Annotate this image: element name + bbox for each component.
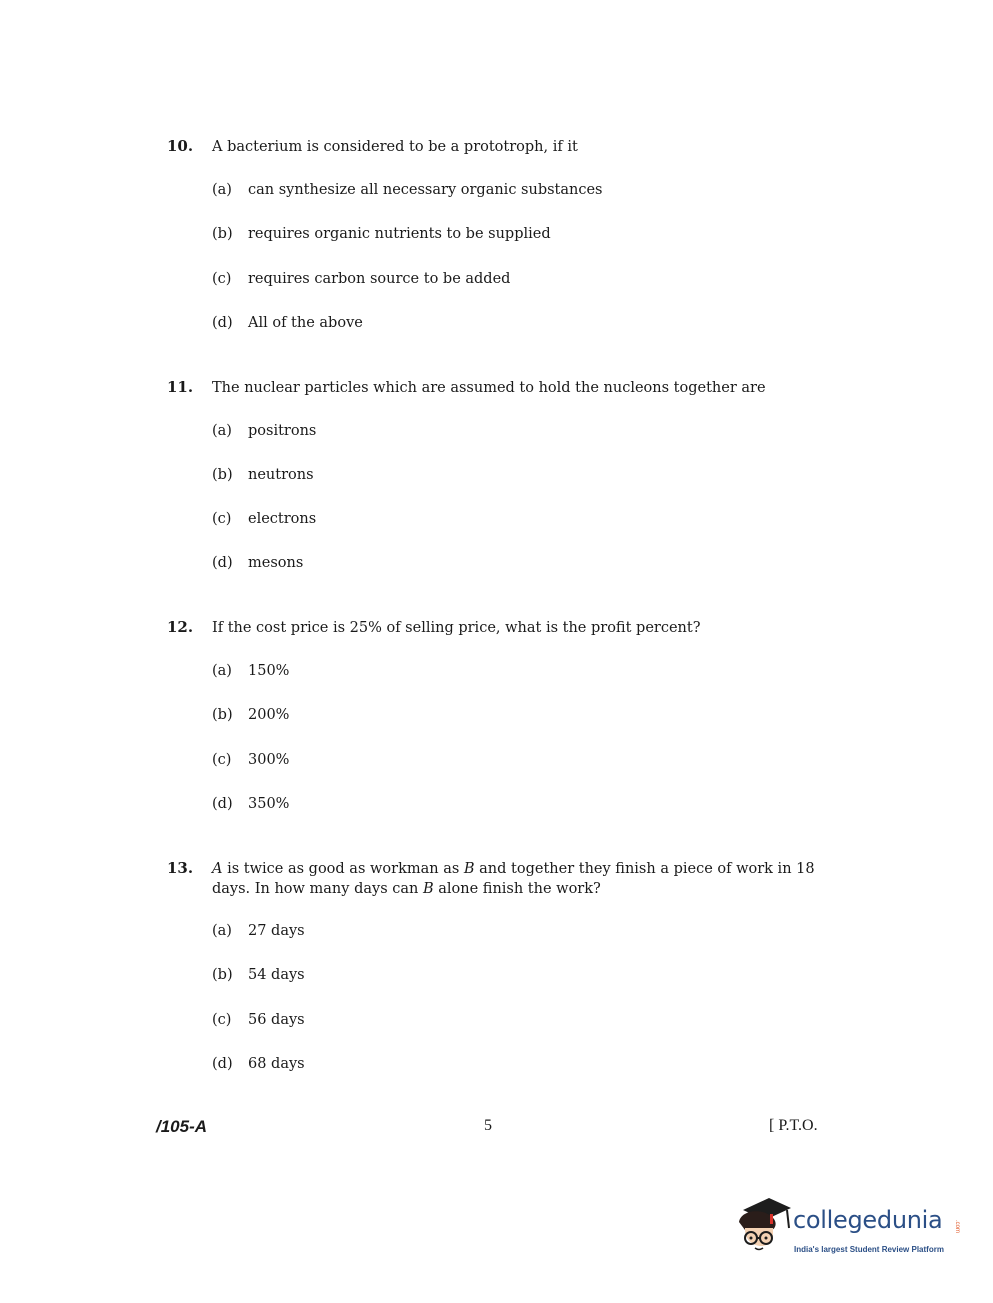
option-label: (c)	[212, 271, 232, 287]
option-text: positrons	[248, 423, 317, 439]
option-text: 54 days	[248, 967, 305, 983]
option-a	[212, 182, 603, 198]
option-label: (c)	[212, 1012, 232, 1028]
option-label: (b)	[212, 707, 233, 723]
option-d	[212, 796, 289, 812]
option-c	[212, 1012, 305, 1028]
option-a	[212, 663, 289, 679]
collegedunia-logo	[735, 1196, 965, 1266]
page-number: 5	[484, 1117, 492, 1134]
option-c	[212, 271, 510, 287]
option-b	[212, 226, 551, 242]
option-label: (b)	[212, 967, 233, 983]
option-text: requires carbon source to be added	[248, 271, 511, 287]
option-d	[212, 315, 363, 331]
question-text: The nuclear particles which are assumed to hold the nucleons together are	[212, 380, 766, 396]
option-label: (a)	[212, 923, 232, 939]
paper-code: /105-A	[156, 1117, 208, 1136]
option-c	[212, 511, 316, 527]
option-text: 300%	[248, 752, 290, 768]
mascot-icon	[735, 1196, 795, 1262]
question-text: A bacterium is considered to be a prototroph, if it	[212, 139, 578, 155]
option-label: (c)	[212, 752, 232, 768]
option-b	[212, 967, 305, 983]
option-text: mesons	[248, 555, 304, 571]
option-text: 68 days	[248, 1056, 305, 1072]
option-text: electrons	[248, 511, 317, 527]
question-text-part: is twice as good as workman as	[222, 861, 464, 877]
question-number: 11.	[167, 378, 194, 396]
option-label: (c)	[212, 511, 232, 527]
option-text: 200%	[248, 707, 290, 723]
option-c	[212, 752, 289, 768]
option-text: can synthesize all necessary organic substances	[248, 182, 603, 198]
variable-a: A	[212, 861, 223, 877]
question-number: 10.	[167, 137, 194, 155]
option-d	[212, 1056, 305, 1072]
question-number: 12.	[167, 618, 194, 636]
variable-b: B	[422, 881, 434, 897]
option-text: 350%	[248, 796, 290, 812]
option-label: (a)	[212, 663, 232, 679]
option-b	[212, 467, 314, 483]
option-label: (d)	[212, 315, 233, 331]
option-label: (d)	[212, 1056, 233, 1072]
option-a	[212, 923, 305, 939]
question-text: If the cost price is 25% of selling price, what is the profit percent?	[212, 620, 701, 636]
option-text: neutrons	[248, 467, 314, 483]
please-turn-over: [ P.T.O.	[769, 1117, 818, 1134]
question-text-part: alone finish the work?	[433, 881, 601, 897]
option-text: All of the above	[248, 315, 363, 331]
option-text: requires organic nutrients to be supplied	[248, 226, 551, 242]
question-text	[212, 859, 842, 899]
option-label: (a)	[212, 423, 232, 439]
option-label: (b)	[212, 467, 233, 483]
variable-b: B	[463, 861, 475, 877]
question-number: 13.	[167, 859, 194, 877]
question-text-part: and together they finish a piece of work in 18 days. In how many days can	[212, 861, 815, 897]
option-a	[212, 423, 316, 439]
option-text: 56 days	[248, 1012, 305, 1028]
option-d	[212, 555, 303, 571]
brand-tagline: India's largest Student Review Platform	[794, 1245, 944, 1254]
option-label: (b)	[212, 226, 233, 242]
option-label: (d)	[212, 555, 233, 571]
option-b	[212, 707, 289, 723]
option-text: 27 days	[248, 923, 305, 939]
brand-suffix: .com	[954, 1220, 960, 1234]
brand-name: collegedunia	[793, 1206, 943, 1234]
option-label: (d)	[212, 796, 233, 812]
option-text: 150%	[248, 663, 290, 679]
option-label: (a)	[212, 182, 232, 198]
